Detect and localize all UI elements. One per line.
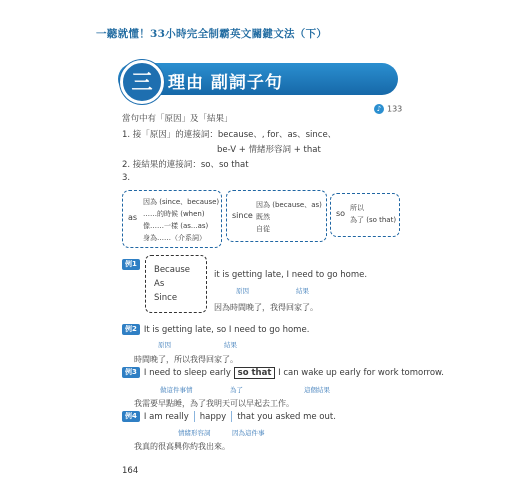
audio-track[interactable]	[374, 104, 402, 114]
so-meaning-1: 所以	[350, 204, 364, 212]
page-number: 164	[122, 466, 139, 476]
example-4-gloss-2: 因為這件事	[232, 429, 265, 437]
example-4-part-3: that you asked me out.	[237, 412, 336, 422]
since-meanings	[256, 199, 322, 235]
as-meaning-3: 像……一樣 (as...as)	[143, 222, 209, 230]
intro-text: 當句中有「原因」及「結果」	[122, 114, 233, 124]
rule-2: 2. 接結果的連接詞：so、so that	[122, 160, 249, 170]
example-3-clause-1: I need to sleep early	[143, 368, 231, 378]
example-1-badge: 例1	[122, 254, 144, 273]
section-title: 理由 副詞子句	[168, 73, 283, 93]
as-meaning-2: ……的時候 (when)	[143, 210, 205, 218]
since-meaning-3: 自從	[256, 225, 270, 233]
as-meaning-box	[122, 190, 222, 248]
as-meaning-4: 身為……（介系詞）	[143, 234, 206, 242]
as-word: as	[128, 213, 138, 222]
as-meaning-1: 因為 (since、because)	[143, 198, 220, 206]
example-3-translation: 我需要早點睡，為了我明天可以早起去工作。	[134, 399, 294, 408]
section-number-badge: 三	[120, 60, 164, 104]
example-4-line	[122, 411, 336, 422]
example-3-line	[122, 367, 444, 379]
choice-since: Since	[154, 293, 178, 303]
example-2-gloss-cause: 原因	[158, 341, 171, 349]
rule-3: 3.	[122, 173, 131, 183]
so-meaning-2: 為了 (so that)	[350, 216, 397, 224]
so-that-highlight: so that	[234, 367, 276, 379]
example-3-gloss-2: 為了	[230, 386, 243, 394]
since-meaning-box	[226, 190, 327, 242]
track-number: 133	[387, 104, 403, 114]
so-meaning-box	[330, 193, 400, 237]
example-4-gloss-1: 情緒形容詞	[178, 429, 211, 437]
as-meanings	[143, 196, 219, 244]
since-word: since	[232, 211, 253, 220]
since-meaning-2: 既然	[256, 213, 270, 221]
conjunction-choices	[154, 263, 190, 305]
running-header: 一聽就懂！33小時完全制霸英文關鍵文法（下）	[96, 28, 328, 40]
example-1-sentence: it is getting late, I need to go home.	[214, 270, 368, 280]
example-1-gloss-result: 結果	[296, 287, 309, 295]
example-3-gloss-3: 這個結果	[304, 386, 330, 394]
example-1-translation: 因為時間晚了，我得回家了。	[214, 303, 318, 312]
example-1-gloss-cause: 原因	[236, 287, 249, 295]
example-2-translation: 時間晚了，所以我得回家了。	[134, 355, 238, 364]
example-4-translation: 我真的很高興你約我出來。	[134, 442, 230, 451]
so-word: so	[336, 209, 346, 218]
example-2-gloss-result: 結果	[224, 341, 237, 349]
choice-because: Because	[154, 265, 190, 275]
so-meanings	[350, 202, 396, 226]
example-4-badge: 例4	[122, 411, 140, 422]
example-2-badge: 例2	[122, 324, 140, 335]
rule-1-continued: be-V + 情緒形容詞 + that	[217, 145, 321, 155]
rule-1: 1. 接「原因」的連接詞：because、, for、as、since、	[122, 130, 337, 140]
example-3-gloss-1: 做這件事情	[160, 386, 193, 394]
example-3-badge: 例3	[122, 367, 140, 378]
example-2-line	[122, 324, 309, 335]
example-4-part-2: happy	[199, 412, 227, 422]
example-2-sentence: It is getting late, so I need to go home.	[143, 325, 310, 335]
conjunction-choice-box	[145, 255, 207, 313]
divider	[194, 411, 195, 422]
example-4-part-1: I am really	[143, 412, 189, 422]
audio-disc-icon: ♪	[374, 104, 384, 114]
choice-as: As	[154, 279, 165, 289]
divider	[231, 411, 232, 422]
example-3-clause-2: I can wake up early for work tomorrow.	[278, 368, 444, 378]
since-meaning-1: 因為 (because、as)	[256, 201, 322, 209]
